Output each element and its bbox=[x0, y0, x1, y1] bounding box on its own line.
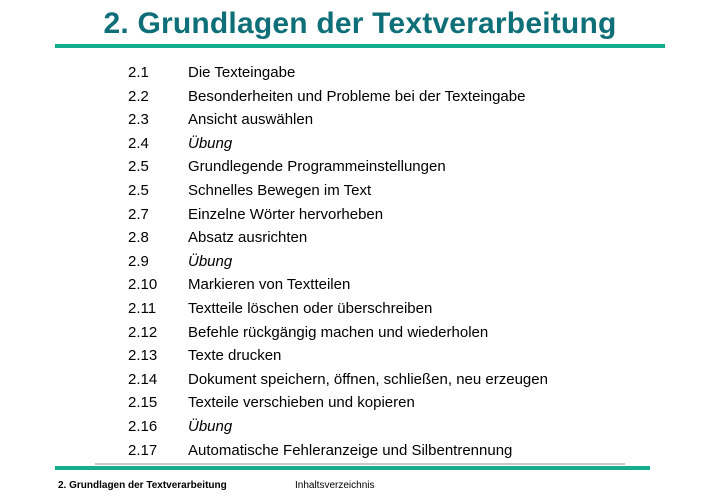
toc-item-number: 2.16 bbox=[128, 417, 158, 435]
toc-item-text: Texte drucken bbox=[188, 347, 282, 365]
toc-item-number: 2.3 bbox=[128, 111, 149, 129]
toc-item-text: Ansicht auswählen bbox=[188, 111, 314, 129]
toc-item-text: Automatische Fehleranzeige und Silbentrennung bbox=[188, 441, 513, 459]
toc-item bbox=[128, 439, 548, 463]
toc-item bbox=[128, 415, 548, 439]
toc-item-number: 2.8 bbox=[128, 229, 149, 247]
toc-item-text: Die Texteingabe bbox=[188, 64, 296, 81]
toc-item-number: 2.7 bbox=[128, 205, 149, 223]
toc-item bbox=[128, 226, 548, 250]
toc-item bbox=[128, 132, 548, 156]
toc-item bbox=[128, 297, 548, 321]
toc-item-text: Absatz ausrichten bbox=[188, 229, 308, 247]
toc-item-text: Grundlegende Programmeinstellungen bbox=[188, 158, 446, 176]
toc-item-text: Schnelles Bewegen im Text bbox=[188, 181, 372, 199]
toc-item bbox=[128, 321, 548, 345]
toc-item-number: 2.5 bbox=[128, 181, 149, 199]
toc-item-text: Dokument speichern, öffnen, schließen, neu erzeugen bbox=[188, 370, 548, 388]
toc-item-text: Übung bbox=[188, 134, 233, 152]
toc-item-text: Markieren von Textteilen bbox=[188, 276, 351, 294]
footer-divider-gray bbox=[95, 463, 625, 465]
toc-item-number: 2.5 bbox=[128, 158, 149, 176]
toc-item bbox=[128, 344, 548, 368]
toc-item-number: 2.2 bbox=[128, 87, 149, 105]
page-title: 2. Grundlagen der Textverarbeitung bbox=[103, 7, 617, 40]
toc-item bbox=[128, 273, 548, 297]
table-of-contents bbox=[128, 61, 548, 462]
toc-item-number: 2.9 bbox=[128, 252, 149, 270]
toc-item-text: Texteile verschieben und kopieren bbox=[188, 394, 415, 412]
toc-item bbox=[128, 368, 548, 392]
footer-section-label: Inhaltsverzeichnis bbox=[295, 480, 375, 491]
toc-item bbox=[128, 85, 548, 109]
title-divider bbox=[55, 44, 665, 48]
toc-item bbox=[128, 203, 548, 227]
toc-item-text: Einzelne Wörter hervorheben bbox=[188, 205, 384, 223]
toc-item bbox=[128, 391, 548, 415]
toc-item bbox=[128, 155, 548, 179]
toc-item bbox=[128, 108, 548, 132]
toc-item bbox=[128, 61, 548, 85]
toc-item-text: Befehle rückgängig machen und wiederholen bbox=[188, 323, 489, 341]
toc-item-number: 2.15 bbox=[128, 394, 158, 412]
toc-item-number: 2.12 bbox=[128, 323, 158, 341]
toc-item bbox=[128, 179, 548, 203]
toc-item-number: 2.10 bbox=[128, 276, 158, 294]
toc-item-number: 2.1 bbox=[128, 64, 149, 81]
toc-item-number: 2.11 bbox=[128, 299, 157, 317]
toc-item-text: Besonderheiten und Probleme bei der Texteingabe bbox=[188, 87, 526, 105]
toc-item-text: Textteile löschen oder überschreiben bbox=[188, 299, 433, 317]
toc-item-number: 2.13 bbox=[128, 347, 158, 365]
toc-item-number: 2.17 bbox=[128, 441, 158, 459]
toc-item-text: Übung bbox=[188, 252, 233, 270]
footer-divider-green bbox=[55, 466, 650, 470]
toc-item-text: Übung bbox=[188, 417, 233, 435]
toc-item-number: 2.4 bbox=[128, 134, 149, 152]
toc-item bbox=[128, 250, 548, 274]
toc-item-number: 2.14 bbox=[128, 370, 158, 388]
footer-chapter-title: 2. Grundlagen der Textverarbeitung bbox=[58, 480, 227, 491]
